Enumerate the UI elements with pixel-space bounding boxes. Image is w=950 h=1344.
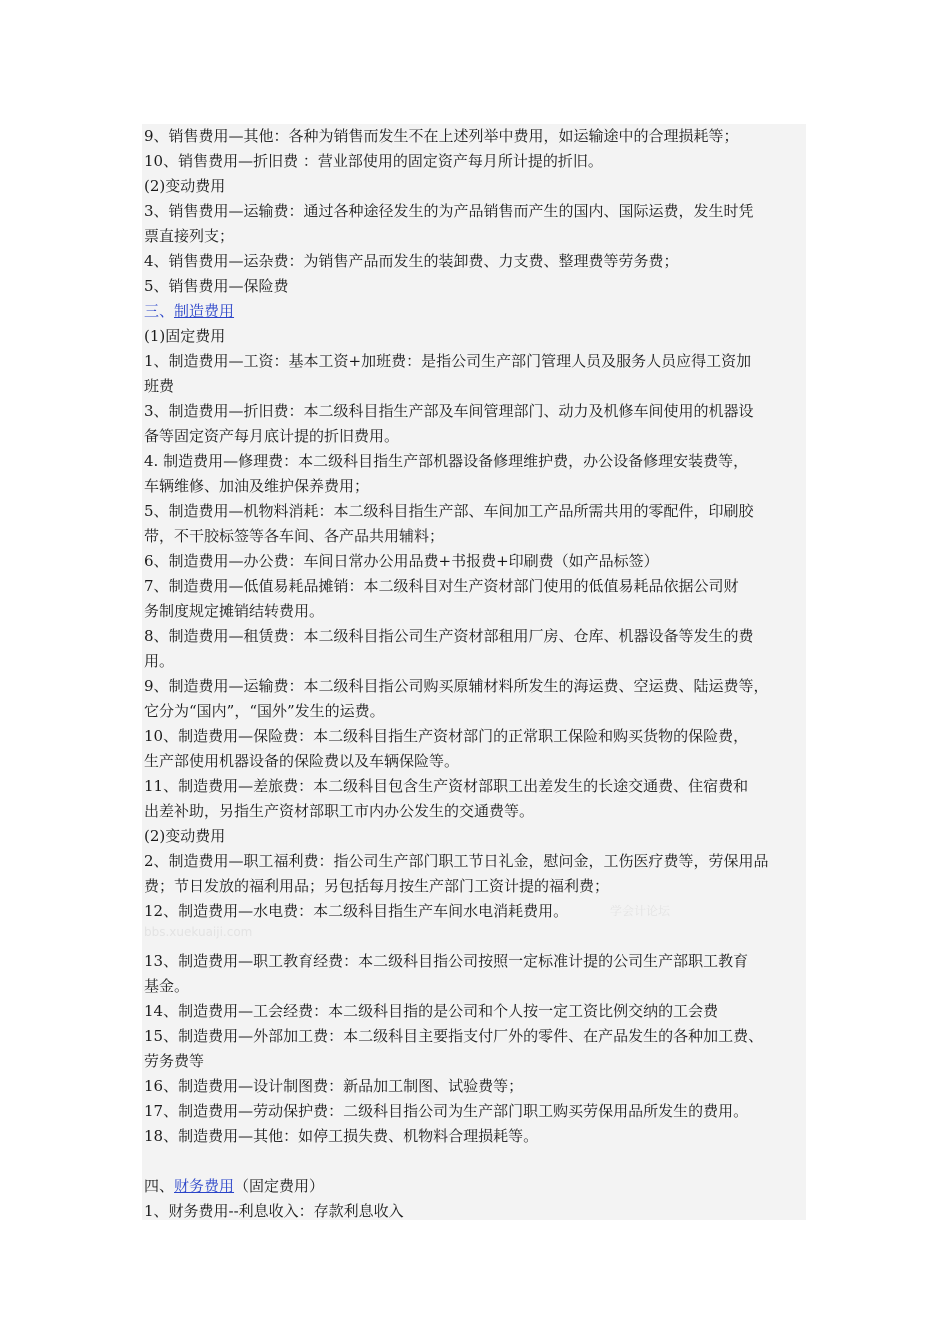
text-line: 12、制造费用—水电费：本二级科目指生产车间水电消耗费用。: [144, 902, 569, 920]
text-line: 6、制造费用—办公费：车间日常办公用品费+书报费+印刷费（如产品标签）: [144, 552, 659, 570]
text-line: 费；节日发放的福利用品；另包括每月按生产部门工资计提的福利费；: [144, 877, 610, 895]
text-line: 票直接列支；: [144, 227, 235, 245]
text-line: 16、制造费用—设计制图费：新品加工制图、试验费等；: [144, 1077, 524, 1095]
text-line: (2)变动费用: [144, 177, 226, 195]
text-line: 务制度规定摊销结转费用。: [144, 602, 325, 620]
text-line: 备等固定资产每月底计提的折旧费用。: [144, 427, 400, 445]
text-line: 10、制造费用—保险费：本二级科目指生产资材部门的正常职工保险和购买货物的保险费，: [144, 727, 749, 745]
text-line: 13、制造费用—职工教育经费：本二级科目指公司按照一定标准计提的公司生产部职工教育: [144, 952, 749, 970]
document-body: [144, 124, 808, 1224]
text-line: 1、制造费用—工资：基本工资+加班费：是指公司生产部门管理人员及服务人员应得工资加: [144, 352, 752, 370]
text-line: 15、制造费用—外部加工费：本二级科目主要指支付厂外的零件、在产品发生的各种加工费、: [144, 1027, 764, 1045]
text-line: 14、制造费用—工会经费：本二级科目指的是公司和个人按一定工资比例交纳的工会费: [144, 1002, 719, 1020]
manufacturing-expense-link[interactable]: 制造费用: [174, 302, 235, 320]
text-line: 8、制造费用—租赁费：本二级科目指公司生产资材部租用厂房、仓库、机器设备等发生的费: [144, 627, 754, 645]
text-line: 3、制造费用—折旧费：本二级科目指生产部及车间管理部门、动力及机修车间使用的机器设: [144, 402, 754, 420]
text-line: 18、制造费用—其他：如停工损失费、机物料合理损耗等。: [144, 1127, 539, 1145]
text-line: 用。: [144, 652, 175, 670]
text-line: 劳务费等: [144, 1052, 205, 1070]
text-line: 它分为“国内”，“国外”发生的运费。: [144, 702, 385, 720]
text-line: 5、制造费用—机物料消耗：本二级科目指生产部、车间加工产品所需共用的零配件，印刷胶: [144, 502, 754, 520]
text-line: 出差补助，另指生产资材部职工市内办公发生的交通费等。: [144, 802, 535, 820]
text-line: (1)固定费用: [144, 327, 226, 345]
heading-prefix: 四、: [144, 1177, 175, 1195]
text-line: 7、制造费用—低值易耗品摊销：本二级科目对生产资材部门使用的低值易耗品依据公司财: [144, 577, 739, 595]
text-line: 11、制造费用—差旅费：本二级科目包含生产资材部职工出差发生的长途交通费、住宿费和: [144, 777, 749, 795]
text-line: 基金。: [144, 977, 190, 995]
text-line: 班费: [144, 377, 175, 395]
text-line: 2、制造费用—职工福利费：指公司生产部门职工节日礼金，慰问金，工伤医疗费等，劳保用品: [144, 852, 769, 870]
text-line: 车辆维修、加油及维护保养费用；: [144, 477, 370, 495]
text-line: 17、制造费用—劳动保护费：二级科目指公司为生产部门职工购买劳保用品所发生的费用。: [144, 1102, 749, 1120]
text-line: (2)变动费用: [144, 827, 226, 845]
heading-suffix: （固定费用）: [234, 1177, 325, 1195]
text-line: 4、销售费用—运杂费：为销售产品而发生的装卸费、力支费、整理费等劳务费；: [144, 252, 679, 270]
heading-prefix: 三、: [144, 302, 175, 320]
text-line: 10、销售费用—折旧费 ：营业部使用的固定资产每月所计提的折旧。: [144, 152, 603, 170]
manufacturing-expense-section-continued: [144, 949, 808, 1149]
text-line: 带，不干胶标签等各车间、各产品共用辅料；: [144, 527, 445, 545]
section-heading-manufacturing: [144, 299, 808, 324]
text-line: 4. 制造费用—修理费：本二级科目指生产部机器设备修理维护费，办公设备修理安装费等，: [144, 452, 749, 470]
manufacturing-expense-section: [144, 324, 808, 924]
text-line: 1、财务费用--利息收入：存款利息收入: [144, 1202, 404, 1220]
text-line: 3、销售费用—运输费：通过各种途径发生的为产品销售而产生的国内、国际运费，发生时凭: [144, 202, 754, 220]
text-line: 5、销售费用—保险费: [144, 277, 289, 295]
text-line: 9、制造费用—运输费：本二级科目指公司购买原辅材料所发生的海运费、空运费、陆运费等，: [144, 677, 769, 695]
text-line: 生产部使用机器设备的保险费以及车辆保险等。: [144, 752, 460, 770]
finance-expense-section: [144, 1199, 808, 1224]
blank-line: [144, 1149, 808, 1174]
text-line: 9、销售费用—其他：各种为销售而发生不在上述列举中费用，如运输途中的合理损耗等；: [144, 127, 739, 145]
section-heading-finance: [144, 1174, 808, 1199]
sales-expense-section: [144, 124, 808, 299]
watermark-url: bbs.xuekuaiji.com: [144, 925, 253, 939]
finance-expense-link[interactable]: 财务费用: [174, 1177, 235, 1195]
watermark-text: 学会计论坛: [610, 904, 671, 918]
